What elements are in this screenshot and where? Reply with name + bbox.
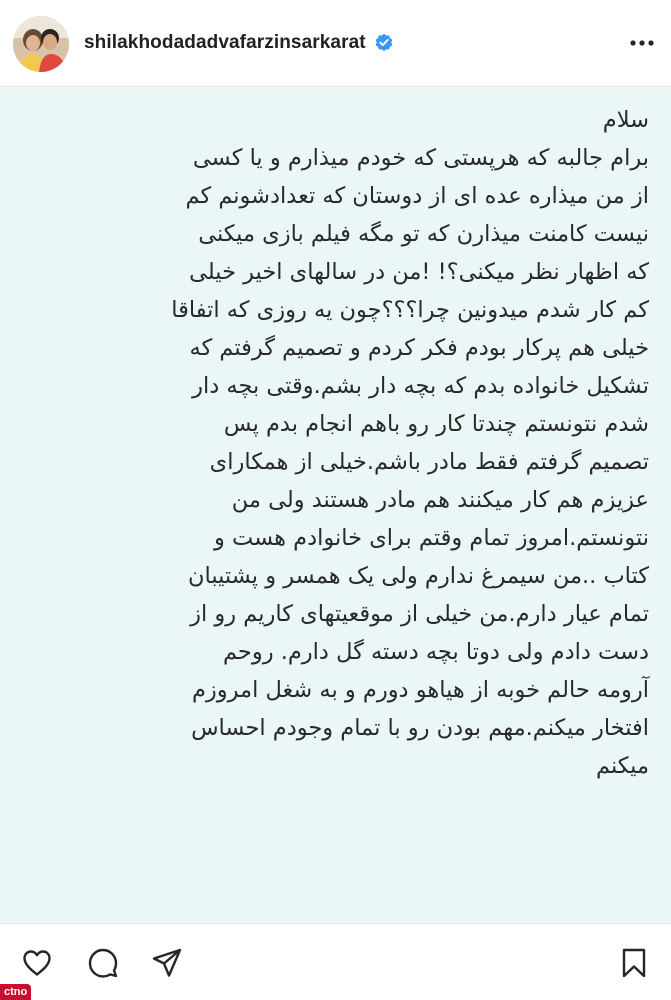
post-text-line: از من میذاره عده ای از دوستان که تعدادشونم کم xyxy=(185,183,649,209)
post-text-line: سلام xyxy=(602,107,649,133)
post-text-line: میکنم xyxy=(595,753,649,779)
post-text-line: عزیزم هم کار میکنند هم مادر هستند ولی من xyxy=(231,487,649,513)
avatar[interactable] xyxy=(13,16,69,72)
post-text-line: افتخار میکنم.مهم بودن رو با تمام وجودم احساس xyxy=(191,715,649,741)
username[interactable]: shilakhodadadvafarzinsarkarat xyxy=(84,32,366,53)
post-text-line: تمام عیار دارم.من خیلی از موقعیتهای کاریم رو از xyxy=(190,601,649,627)
share-icon[interactable] xyxy=(150,946,184,980)
more-options-icon[interactable] xyxy=(627,30,657,56)
verified-badge-icon xyxy=(374,33,394,53)
username-group xyxy=(84,28,394,58)
comment-icon[interactable] xyxy=(86,946,120,980)
bookmark-icon[interactable] xyxy=(617,946,651,980)
actions-bar xyxy=(0,924,671,1000)
post-header xyxy=(0,0,671,86)
post-text-line: برام جالبه که هرپستی که خودم میذارم و یا کسی xyxy=(192,145,649,171)
post-text xyxy=(22,101,649,785)
post-text-line: تشکیل خانواده بدم که بچه دار بشم.وقتی بچه دار xyxy=(192,373,649,399)
post-text-line: شدم نتونستم چندتا کار رو باهم انجام بدم پس xyxy=(223,411,649,437)
post-text-line: نیست کامنت میذارن که تو مگه فیلم بازی میکنی xyxy=(198,221,649,247)
watermark-logo: ctno xyxy=(0,984,31,1000)
post-image xyxy=(0,86,671,924)
post-text-line: دست دادم ولی دوتا بچه دسته گل دارم. روحم xyxy=(222,639,649,665)
heart-icon[interactable] xyxy=(20,946,54,980)
avatar-photo xyxy=(13,16,69,72)
post-text-line: تصمیم گرفتم فقط مادر باشم.خیلی از همکارای xyxy=(209,449,649,475)
post-text-line: خیلی هم پرکار بودم فکر کردم و تصمیم گرفتم که xyxy=(189,335,649,361)
post-text-line: آرومه حالم خوبه از هیاهو دورم و به شغل امروزم xyxy=(191,677,649,703)
post-text-line: نتونستم.امروز تمام وقتم برای خانوادم هست و xyxy=(213,525,649,551)
post-text-line: که اظهار نظر میکنی؟! !من در سالهای اخیر خیلی xyxy=(189,259,649,285)
post-text-line: کتاب ..من سیمرغ ندارم ولی یک همسر و پشتیبان xyxy=(187,563,649,589)
post-text-line: کم کار شدم میدونین چرا؟؟؟چون یه روزی که اتفاقا xyxy=(171,297,649,323)
